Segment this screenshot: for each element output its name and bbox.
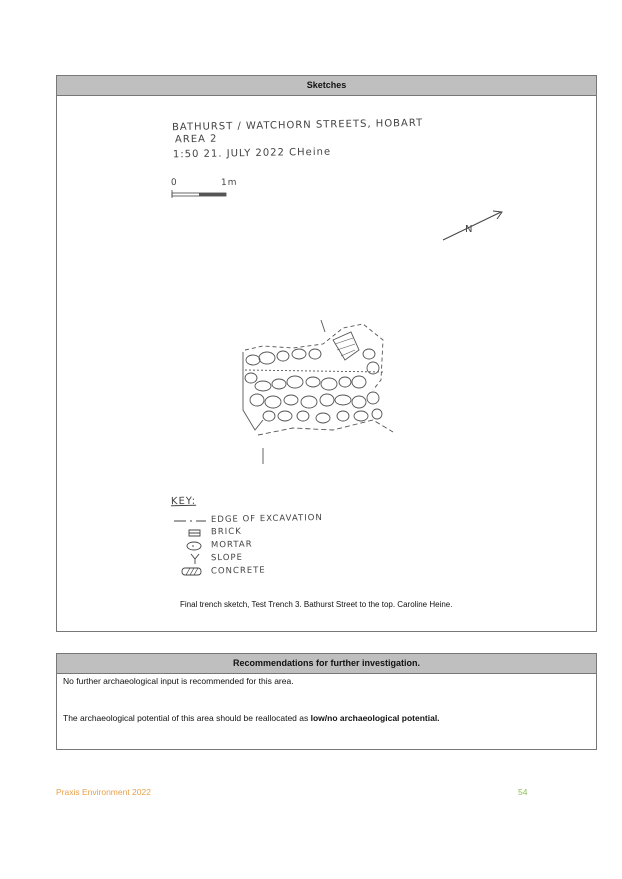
scale-zero-label: 0 <box>170 177 178 189</box>
sketches-header: Sketches <box>57 76 596 96</box>
recommendation-line-2 <box>63 713 440 723</box>
recommendations-section <box>56 653 597 750</box>
key-heading: KEY: <box>170 495 197 508</box>
brick-icon <box>187 528 203 538</box>
scale-one-label: 1m <box>220 177 238 189</box>
sketch-title-line2: AREA 2 <box>174 133 218 146</box>
sketch-caption: Final trench sketch, Test Trench 3. Bathurst Street to the top. Caroline Heine. <box>180 600 453 609</box>
key-item-edge: EDGE OF EXCAVATION <box>210 513 323 525</box>
recommendation-line-1: No further archaeological input is recommended for this area. <box>63 676 294 686</box>
scale-bar-icon <box>170 190 230 200</box>
slope-icon <box>189 553 201 565</box>
sketch-title-line3: 1:50 21. JULY 2022 CHeine <box>172 146 332 161</box>
north-label: N <box>465 224 473 235</box>
sketches-section <box>56 75 597 632</box>
key-item-slope: SLOPE <box>210 552 244 564</box>
footer-company: Praxis Environment 2022 <box>56 787 151 797</box>
concrete-icon <box>181 567 203 577</box>
trench-plan-drawing <box>233 320 408 470</box>
north-arrow-icon <box>439 206 509 246</box>
key-item-brick: BRICK <box>210 526 242 538</box>
edge-line-icon <box>172 516 208 526</box>
recommendations-header: Recommendations for further investigation. <box>57 654 596 674</box>
recommendation-line-2-prefix: The archaeological potential of this area should be reallocated as <box>63 713 311 723</box>
sketch-title-line1: BATHURST / WATCHORN STREETS, HOBART <box>171 117 424 134</box>
key-item-mortar: MORTAR <box>210 539 253 551</box>
footer-page-number: 54 <box>518 787 528 797</box>
mortar-icon <box>185 541 203 551</box>
key-item-concrete: CONCRETE <box>210 565 266 577</box>
recommendation-potential-value: low/no archaeological potential. <box>310 713 440 723</box>
